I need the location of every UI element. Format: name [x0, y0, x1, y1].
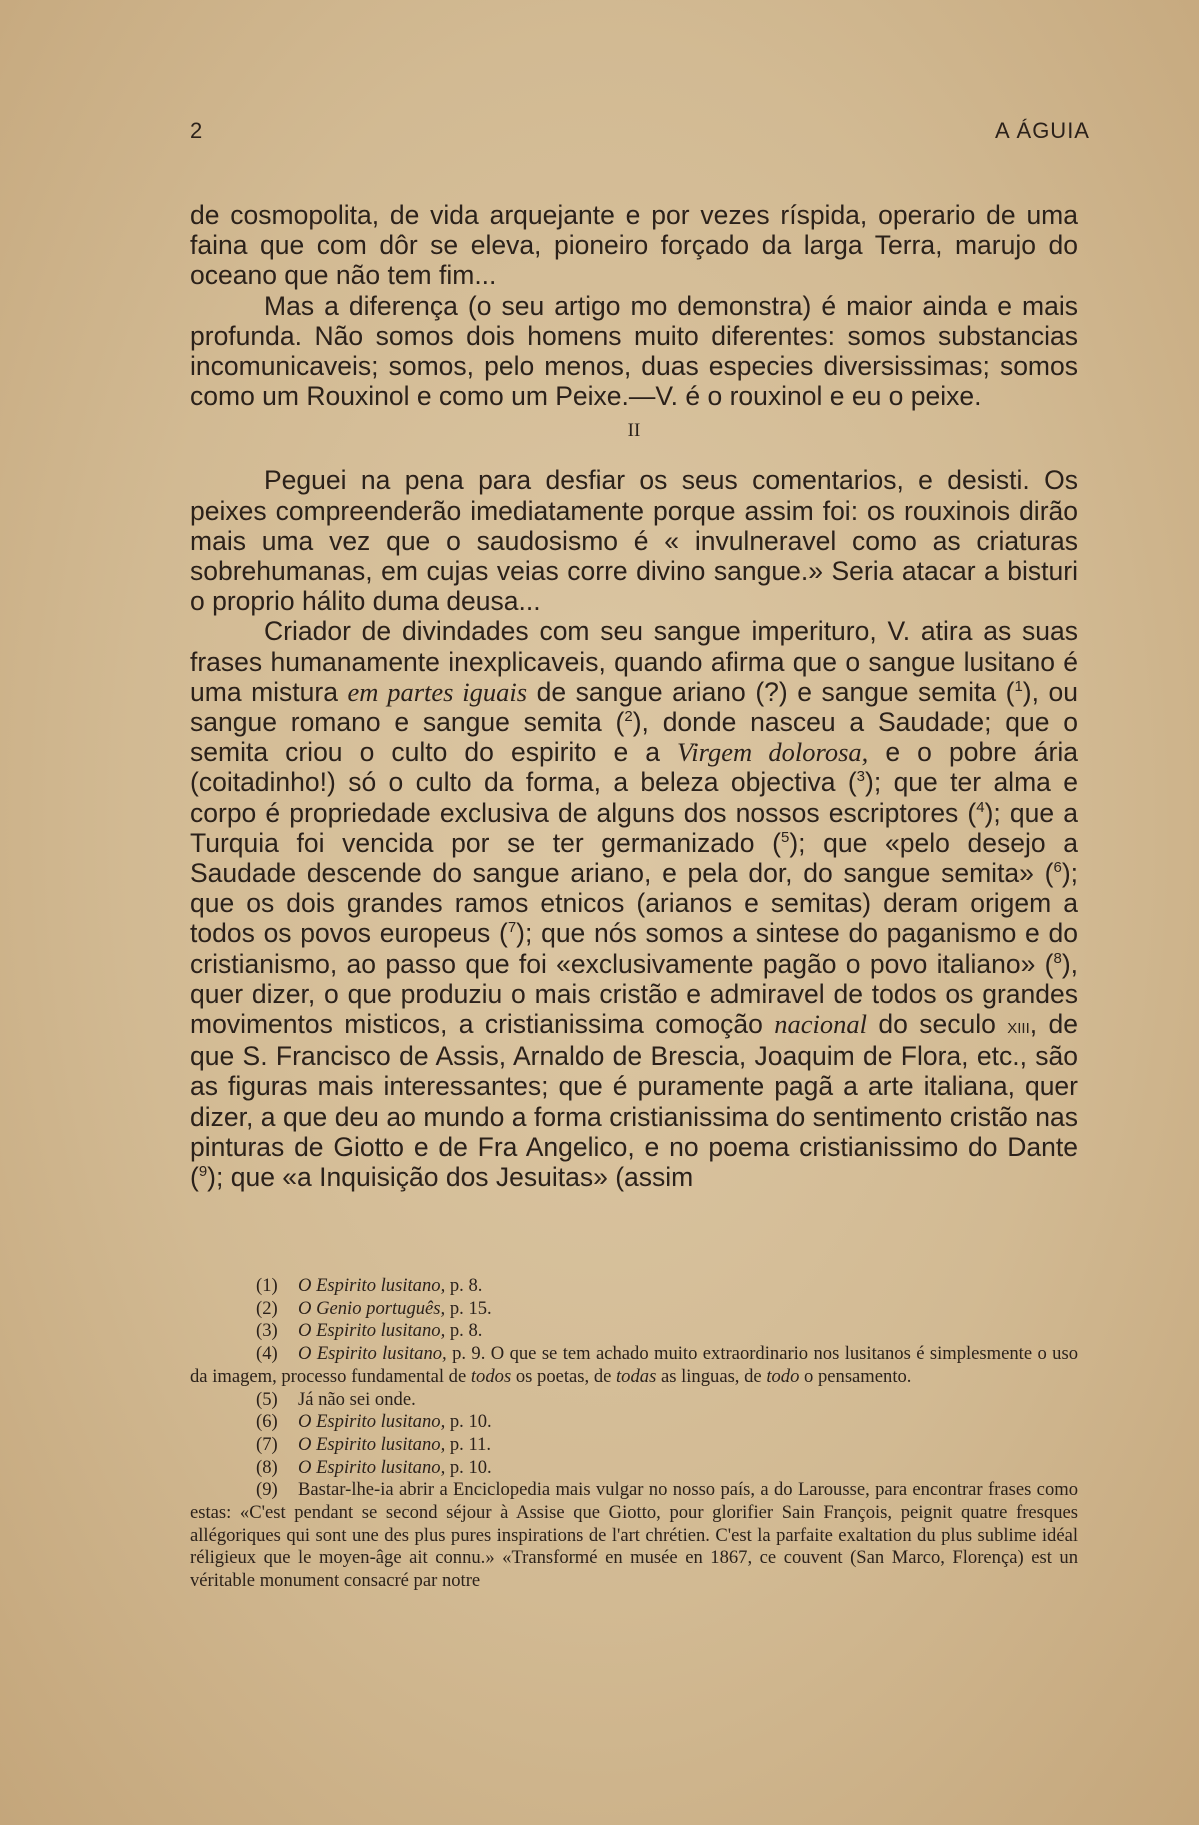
- footnote-number: (1): [256, 1275, 278, 1296]
- section-number: II: [627, 420, 641, 442]
- footnote-number: (4): [256, 1343, 278, 1365]
- footnote-number: (5): [256, 1388, 278, 1410]
- paragraph-2: Mas a diferença (o seu artigo mo demonstra) é maior ainda e mais profunda. Não somos dois homens muito diferentes: somos substancias incomunicaveis; somos, pelo menos, duas especies diversissimas; somos como um Rouxinol e como um Peixe.—V. é o rouxinol e eu o peixe.: [190, 290, 1078, 412]
- footnote-number: (8): [256, 1456, 278, 1478]
- footnote-source: O Espirito lusitano,: [298, 1433, 446, 1455]
- page-number: 2: [190, 118, 203, 143]
- footnote-source: O Genio português,: [298, 1297, 446, 1319]
- footnote-8: [190, 1457, 1078, 1480]
- text-run: ); que «pelo desejo a Saudade descende do sangue ariano, e pela dor, do sangue semita» (: [190, 827, 1078, 889]
- text-run: Criador de divindades com seu sangue imperituro, V. atira as suas frases humanamente inexplicaveis, quando afirma que o sangue lusitano é uma mistura: [190, 616, 1078, 707]
- footnote-number: (3): [256, 1320, 278, 1342]
- italic-run: todo: [766, 1365, 800, 1387]
- footnote-source: O Espirito lusitano,: [298, 1320, 446, 1342]
- footnote-ref: 3: [856, 768, 866, 786]
- footnote-text: Já não sei onde.: [298, 1388, 416, 1410]
- footnote-source: O Espirito lusitano,: [298, 1411, 446, 1433]
- paragraph-4: [190, 616, 1078, 1192]
- text-run: e o pobre ária (coitadinho!) só o culto da forma, a beleza objectiva (: [190, 737, 1078, 798]
- footnote-text: p. 8.: [445, 1320, 483, 1342]
- text-run: ), ou sangue romano e sangue semita (: [190, 676, 1079, 738]
- footnote-source: O Espirito lusitano,: [298, 1343, 447, 1365]
- running-header: [190, 118, 1090, 148]
- footnote-ref: 7: [507, 919, 517, 937]
- footnote-text: p. 11.: [445, 1433, 492, 1455]
- footnote-text: p. 8.: [445, 1275, 483, 1296]
- footnote-7: [190, 1434, 1078, 1457]
- paragraph-1: de cosmopolita, de vida arquejante e por vezes ríspida, operario de uma faina que com dôr se eleva, pioneiro forçado da larga Terra, marujo do oceano que não tem fim...: [190, 200, 1078, 291]
- footnote-number: (6): [256, 1411, 278, 1433]
- footnote-source: O Espirito lusitano,: [298, 1275, 446, 1296]
- footnote-2: [190, 1298, 1078, 1321]
- italic-run: todas: [616, 1365, 657, 1387]
- footnote-ref: 9: [198, 1163, 208, 1181]
- footnote-text: o pensamento.: [799, 1365, 912, 1387]
- journal-title: A ÁGUIA: [994, 118, 1090, 143]
- text-run: ); que a Turquia foi vencida por se ter germanizado (: [190, 797, 1078, 858]
- footnotes: [190, 1275, 1078, 1593]
- footnote-text: as linguas, de: [656, 1365, 767, 1387]
- footnote-ref: 8: [1053, 949, 1062, 967]
- footnote-text: p. 9. O que se tem achado muito extraordinario nos lusitanos é simplesmente o uso da imagem, processo fundamental de: [190, 1343, 1079, 1387]
- footnote-1: [190, 1275, 1078, 1298]
- italic-run: nacional: [774, 1009, 867, 1040]
- text-run: ); que «a Inquisição dos Jesuitas» (assim: [207, 1162, 694, 1193]
- footnote-number: (9): [256, 1479, 278, 1501]
- text-run: ), donde nasceu a Saudade; que o semita criou o culto do espirito e a: [190, 707, 1078, 768]
- footnote-ref: 6: [1053, 859, 1062, 877]
- footnote-9: [190, 1479, 1078, 1593]
- text-run: do seculo: [866, 1009, 1008, 1040]
- footnote-ref: 2: [624, 708, 633, 726]
- footnote-number: (2): [256, 1297, 278, 1319]
- paragraph-3: Peguei na pena para desfiar os seus comentarios, e desisti. Os peixes compreenderão imediatamente porque assim foi: os rouxinois dirão mais uma vez que o saudosismo é « invulneravel como as criaturas sobrehumanas, em cujas veias corre divino sangue.» Seria atacar a bisturi o proprio hálito duma deusa...: [190, 465, 1078, 617]
- text-run: ); que os dois grandes ramos etnicos (arianos e semitas) deram origem a todos os povos europeus (: [190, 858, 1078, 949]
- footnote-text: p. 15.: [445, 1297, 492, 1319]
- footnote-ref: 4: [976, 798, 985, 816]
- footnote-text: Bastar-lhe-ia abrir a Enciclopedia mais vulgar no nosso país, a do Larousse, para encontrar frases como estas: «C'est pendant se second séjour à Assise que Giotto, pour glorifier Sain François, peignit quatre fresques allégoriques qui sont une des plus pures inspirations de l'art chrétien. C'est la parfaite exaltation du plus sublime idéal réligieux que le moyen-âge ait connu.» «Transformé en musée en 1867, ce couvent (San Marco, Florença) est un véritable monument consacré par notre: [190, 1479, 1078, 1592]
- italic-run: Virgem dolorosa,: [677, 737, 869, 768]
- footnote-6: [190, 1411, 1078, 1434]
- main-text: [190, 200, 1078, 1192]
- text-run: de sangue ariano (?) e sangue semita (: [527, 676, 1015, 707]
- text-run: , de que S. Francisco de Assis, Arnaldo de Brescia, Joaquim de Flora, etc., são as figuras mais interessantes; que é puramente pagã a arte italiana, quer dizer, a que deu ao mundo a forma cristianissima do sentimento cristão nas pinturas de Giotto e de Fra Angelico, e no poema cristianissimo do Dante (: [190, 1009, 1078, 1193]
- text-run: ); que ter alma e corpo é propriedade exclusiva de alguns dos nossos escriptores (: [190, 767, 1078, 828]
- italic-run: em partes iguais: [347, 676, 528, 707]
- text-run: ), quer dizer, o que produziu o mais cristão e admiravel de todos os grandes movimentos misticos, a cristianissima comoção: [190, 948, 1078, 1040]
- footnote-3: [190, 1320, 1078, 1343]
- century-numeral: xiii: [1007, 1013, 1030, 1039]
- footnote-number: (7): [256, 1433, 278, 1455]
- footnote-ref: 1: [1014, 678, 1023, 696]
- footnote-4: [190, 1343, 1078, 1388]
- footnote-ref: 5: [780, 829, 790, 847]
- footnote-source: O Espirito lusitano,: [298, 1456, 446, 1478]
- italic-run: todos: [470, 1365, 512, 1387]
- footnote-text: os poetas, de: [511, 1365, 617, 1387]
- footnote-text: p. 10.: [445, 1456, 492, 1478]
- footnote-text: p. 10.: [445, 1411, 492, 1433]
- footnote-5: [190, 1389, 1078, 1412]
- text-run: ); que nós somos a sintese do paganismo e do cristianismo, ao passo que foi «exclusivamente pagão o povo italiano» (: [190, 918, 1078, 979]
